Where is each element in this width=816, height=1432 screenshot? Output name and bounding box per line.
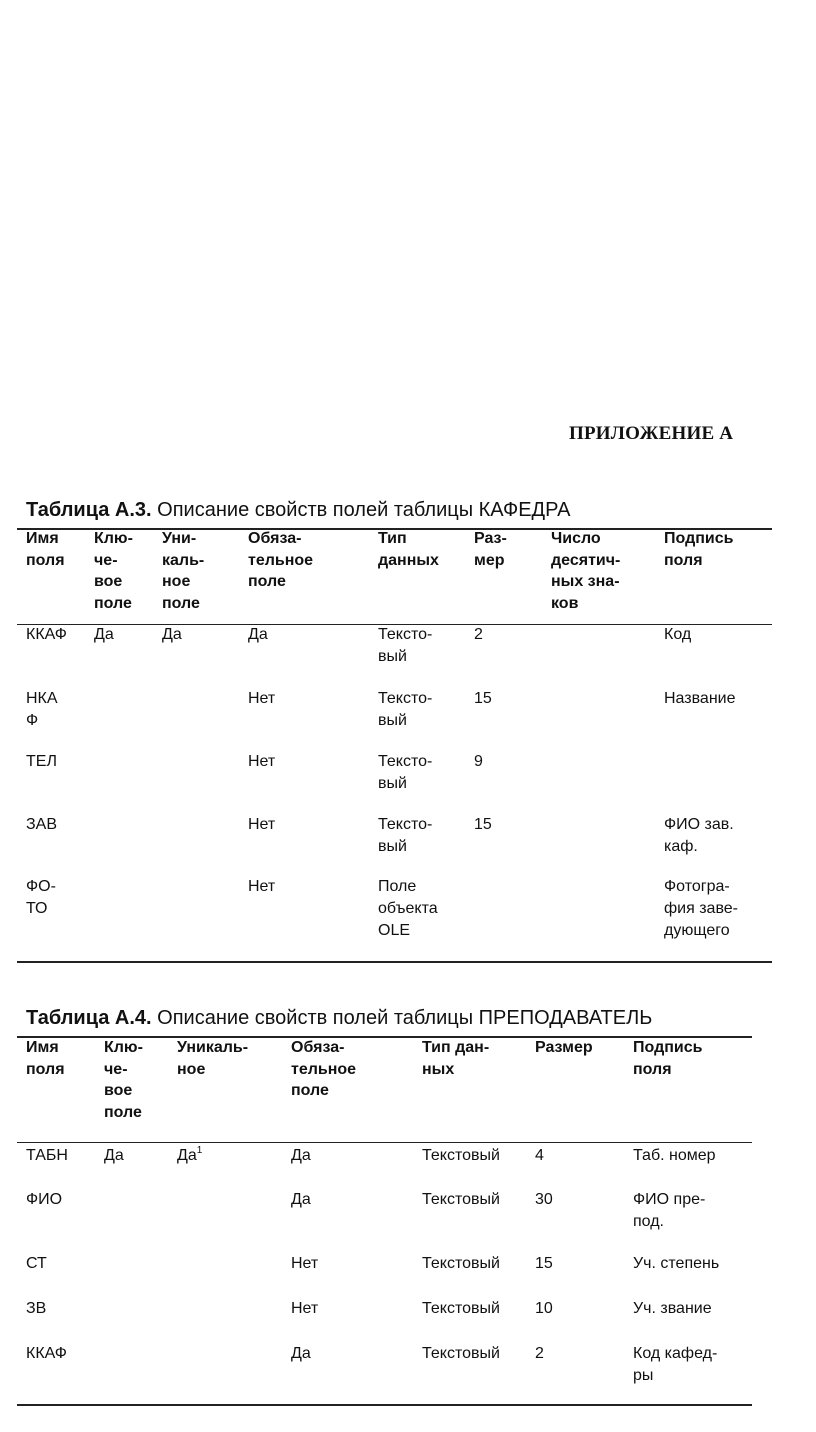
table-a4-row-4-cell: [633, 1298, 712, 1320]
cell-text: 15: [474, 690, 492, 707]
table-a4-row-4-cell: [422, 1298, 500, 1320]
cell-text: 2: [474, 626, 483, 643]
cell-text: 30: [535, 1191, 553, 1208]
table-a3-row-3-cell: [474, 751, 483, 773]
table-a3-row-2-cell: [378, 688, 432, 732]
table-a4-header-cell: Клю- че- вое поле: [104, 1039, 143, 1121]
table-a3-row-2-cell: [474, 688, 492, 710]
cell-text: 4: [535, 1147, 544, 1164]
appendix-heading: ПРИЛОЖЕНИЕ А: [569, 423, 734, 444]
table-a3-header-cell: Уни- каль- ное поле: [162, 530, 205, 612]
table-a3-row-4-cell: [474, 814, 492, 836]
table-a3-row-5-cell: [664, 876, 738, 942]
table-a3-header-cell: Число десятич- ных зна- ков: [551, 530, 621, 612]
table-a4-row-5-cell: [535, 1343, 544, 1365]
table-a3-row-4-cell: [248, 814, 275, 836]
table-a3-row-2-cell: [26, 688, 58, 732]
cell-text: ТЕЛ: [26, 753, 57, 770]
cell-text: ФИО: [26, 1191, 63, 1208]
cell-text: 15: [474, 816, 492, 833]
cell-text: Нет: [248, 753, 276, 770]
table-a4-row-5-cell: [633, 1343, 717, 1387]
cell-text: Название: [664, 690, 736, 707]
table-a3-row-1-cell: [474, 624, 483, 646]
table-a4-row-4-cell: [26, 1298, 46, 1320]
cell-text: Да: [248, 626, 268, 643]
cell-text: Код кафед- ры: [633, 1345, 718, 1384]
table-a4-header-cell: Размер: [535, 1039, 593, 1056]
cell-text: Фотогра- фия заве- дующего: [664, 878, 738, 939]
table-a3-caption-label: Таблица А.3.: [26, 499, 152, 521]
cell-text: НКА Ф: [26, 690, 58, 729]
cell-text: Таб. номер: [633, 1147, 716, 1164]
cell-text: 15: [535, 1255, 553, 1272]
table-a4-caption-label: Таблица А.4.: [26, 1007, 152, 1029]
table-a4-caption-text: Описание свойств полей таблицы ПРЕПОДАВАТЕЛЬ: [151, 1007, 653, 1029]
table-a3-row-2-cell: [248, 688, 275, 710]
table-a3-row-5-cell: [248, 876, 275, 898]
table-a3-row-1-cell: [248, 624, 268, 646]
cell-text: Нет: [248, 816, 276, 833]
cell-text: ККАФ: [26, 1345, 67, 1362]
table-a4-row-2-cell: [535, 1189, 553, 1211]
table-a4-row-1-cell: [291, 1145, 311, 1167]
cell-text: Да: [104, 1147, 124, 1164]
cell-text: 2: [535, 1345, 544, 1362]
cell-text: Да: [291, 1147, 311, 1164]
cell-text: ЗАВ: [26, 816, 58, 833]
cell-text: 9: [474, 753, 483, 770]
cell-text: Уч. звание: [633, 1300, 712, 1317]
table-a3-caption: [26, 499, 570, 522]
cell-text: Тексто- вый: [378, 690, 433, 729]
table-a4-row-1-cell: [104, 1145, 124, 1167]
footnote-mark: 1: [196, 1145, 203, 1156]
cell-text: Да: [177, 1147, 197, 1164]
table-a4-header-rule: [17, 1142, 752, 1143]
table-a4-row-1-cell: [633, 1145, 716, 1167]
cell-text: Тексто- вый: [378, 626, 433, 665]
table-a4-header-cell: Тип дан- ных: [422, 1039, 490, 1078]
table-a3-row-5-cell: [26, 876, 56, 920]
table-a4-row-5-cell: [26, 1343, 67, 1365]
table-a3-row-3-cell: [248, 751, 275, 773]
table-a3-caption-text: Описание свойств полей таблицы КАФЕДРА: [151, 499, 571, 521]
table-a4-row-1-cell: [535, 1145, 544, 1167]
table-a4-row-2-cell: [26, 1189, 62, 1211]
table-a3-row-1-cell: [26, 624, 67, 646]
cell-text: Да: [291, 1191, 311, 1208]
cell-text: Поле объекта OLE: [378, 878, 438, 939]
table-a4-header-cell: Подпись поля: [633, 1039, 703, 1078]
cell-text: Код: [664, 626, 692, 643]
table-a3-row-4-cell: [378, 814, 432, 858]
cell-text: Нет: [291, 1300, 319, 1317]
table-a3-header-cell: Тип данных: [378, 530, 439, 569]
cell-text: Текстовый: [422, 1300, 500, 1317]
cell-text: 10: [535, 1300, 553, 1317]
table-a4-row-3-cell: [422, 1253, 500, 1275]
table-a4-row-3-cell: [26, 1253, 47, 1275]
table-a4-row-5-cell: [291, 1343, 311, 1365]
cell-text: ККАФ: [26, 626, 67, 643]
table-a4-header-cell: Уникаль- ное: [177, 1039, 249, 1078]
cell-text: Текстовый: [422, 1191, 500, 1208]
table-a4-header-cell: Имя поля: [26, 1039, 65, 1078]
table-a3-header-cell: Клю- че- вое поле: [94, 530, 133, 612]
cell-text: Текстовый: [422, 1147, 500, 1164]
table-a3-row-1-cell: [378, 624, 432, 668]
cell-text: Да: [162, 626, 182, 643]
cell-text: ФИО пре- под.: [633, 1191, 706, 1230]
table-a3-header-cell: Раз- мер: [474, 530, 507, 569]
cell-text: Нет: [248, 690, 276, 707]
table-a4-caption: [26, 1007, 652, 1030]
table-a4-header-cell: Обяза- тельное поле: [291, 1039, 357, 1099]
table-a4-row-5-cell: [422, 1343, 500, 1365]
table-a4-bottom-rule: [17, 1404, 752, 1406]
cell-text: ЗВ: [26, 1300, 47, 1317]
table-a4-row-3-cell: [535, 1253, 553, 1275]
cell-text: СТ: [26, 1255, 47, 1272]
cell-text: Нет: [291, 1255, 319, 1272]
table-a3-header-cell: Обяза- тельное поле: [248, 530, 314, 590]
cell-text: Тексто- вый: [378, 816, 433, 855]
cell-text: ФО- ТО: [26, 878, 56, 917]
cell-text: Да: [291, 1345, 311, 1362]
cell-text: Текстовый: [422, 1255, 500, 1272]
cell-text: Тексто- вый: [378, 753, 433, 792]
table-a3-header-cell: Подпись поля: [664, 530, 734, 569]
table-a3-row-4-cell: [26, 814, 57, 836]
table-a3-row-4-cell: [664, 814, 734, 858]
cell-text: Нет: [248, 878, 276, 895]
table-a4-row-2-cell: [291, 1189, 311, 1211]
cell-text: Уч. степень: [633, 1255, 720, 1272]
table-a3-row-3-cell: [378, 751, 432, 795]
table-a4-row-4-cell: [535, 1298, 553, 1320]
table-a3-row-2-cell: [664, 688, 736, 710]
cell-text: Да: [94, 626, 114, 643]
cell-text: ФИО зав. каф.: [664, 816, 734, 855]
table-a4-row-3-cell: [633, 1253, 719, 1275]
table-a4-row-3-cell: [291, 1253, 318, 1275]
table-a3-bottom-rule: [17, 961, 772, 963]
table-a4-row-1-cell: [26, 1145, 68, 1167]
cell-text: ТАБН: [26, 1147, 68, 1164]
table-a3-row-1-cell: [664, 624, 691, 646]
table-a4-row-2-cell: [422, 1189, 500, 1211]
table-a3-row-1-cell: [162, 624, 182, 646]
table-a3-row-1-cell: [94, 624, 114, 646]
table-a3-row-3-cell: [26, 751, 57, 773]
table-a4-row-2-cell: [633, 1189, 705, 1233]
table-a4-row-1-cell: [422, 1145, 500, 1167]
table-a4-row-1-cell: [177, 1145, 202, 1167]
table-a3-row-5-cell: [378, 876, 438, 942]
table-a3-header-cell: Имя поля: [26, 530, 65, 569]
cell-text: Текстовый: [422, 1345, 500, 1362]
table-a4-row-4-cell: [291, 1298, 318, 1320]
